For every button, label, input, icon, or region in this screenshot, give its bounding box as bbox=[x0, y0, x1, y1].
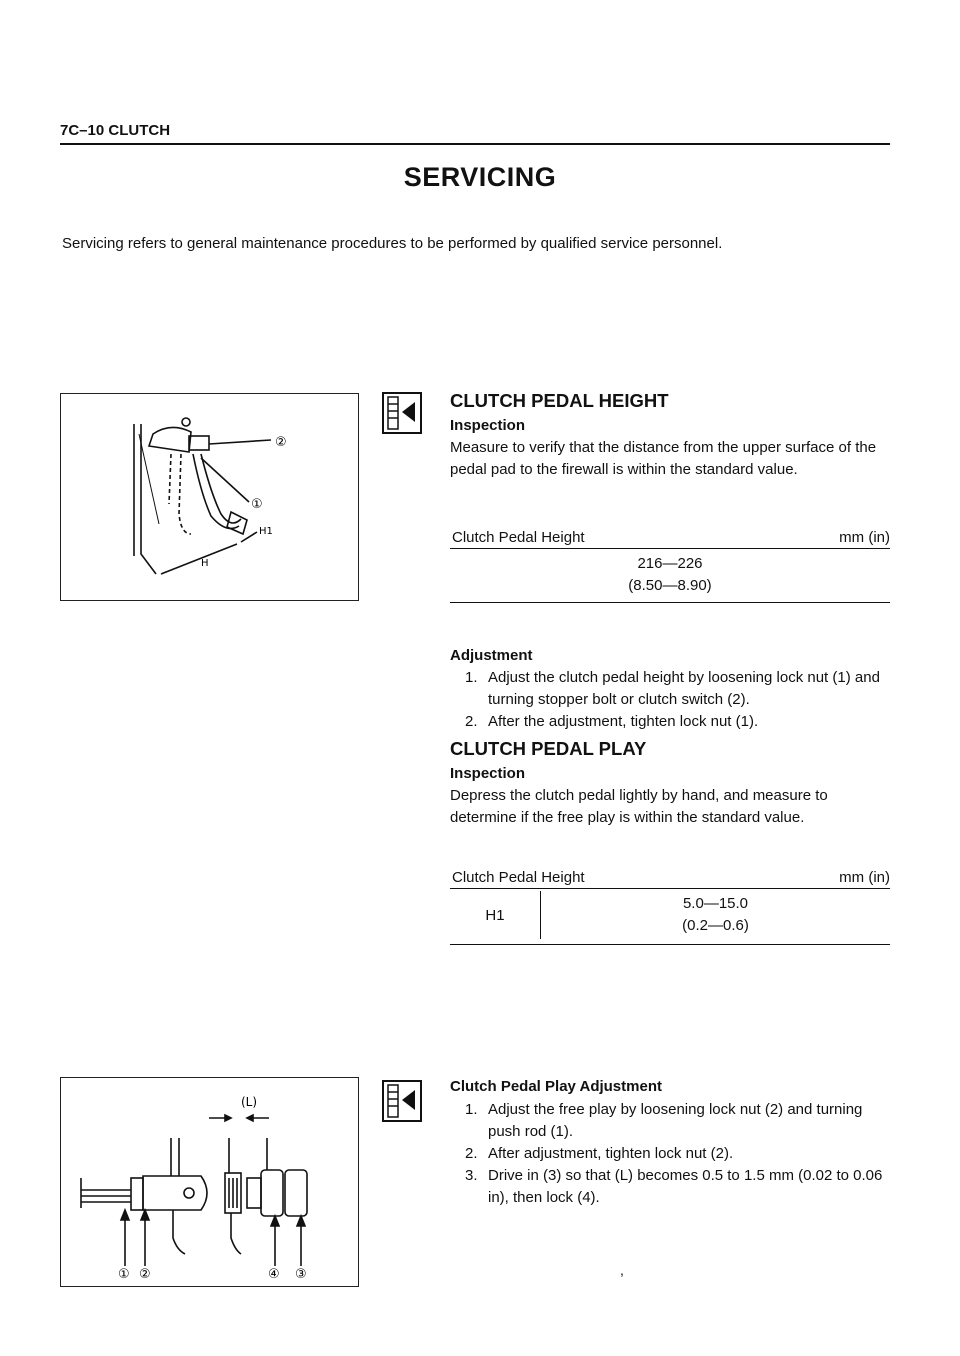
pivot-hole bbox=[182, 418, 190, 426]
pedal-play-inspection-text: Depress the clutch pedal lightly by hand, and measure to determine if the free play is within the standard value. bbox=[450, 787, 828, 826]
leader-2 bbox=[209, 440, 271, 444]
header-rule bbox=[60, 143, 890, 145]
spec-value-in: (8.50—8.90) bbox=[628, 577, 712, 594]
pedal-height-diagram bbox=[61, 394, 358, 600]
dim-h-line bbox=[161, 544, 237, 574]
pedal-play-title: CLUTCH PEDAL PLAY bbox=[450, 738, 647, 759]
list-item: 2. After adjustment, tighten lock nut (2). bbox=[465, 1145, 734, 1162]
push-rod-figure bbox=[60, 1077, 359, 1287]
dim-label-h1: H1 bbox=[259, 526, 273, 537]
pedal-height-spec-table bbox=[450, 529, 890, 603]
pedal-play-adjustment-heading: Clutch Pedal Play Adjustment bbox=[450, 1078, 662, 1095]
pedal-height-inspection-heading: Inspection bbox=[450, 417, 526, 434]
callout-3: ③ bbox=[295, 1267, 307, 1282]
spec-row-label: H1 bbox=[450, 891, 541, 939]
adjust-service-icon bbox=[382, 1080, 422, 1122]
pedal-bracket bbox=[149, 427, 191, 452]
page-title: SERVICING bbox=[403, 162, 557, 192]
pedal-height-adjustment-steps bbox=[450, 667, 890, 733]
list-item: 1. Adjust the clutch pedal height by loosening lock nut (1) and turning stopper bolt or clutch switch (2). bbox=[465, 669, 880, 708]
lock-nut-2 bbox=[131, 1178, 143, 1210]
spec-value-mm: 5.0—15.0 bbox=[682, 895, 749, 912]
spec-unit: mm (in) bbox=[839, 529, 890, 546]
stopper-bolt-part bbox=[189, 436, 209, 450]
dim-label-l: (L) bbox=[241, 1095, 258, 1109]
adjust-nut-3 bbox=[285, 1170, 307, 1216]
callout-2: ② bbox=[139, 1267, 151, 1282]
list-item: 1. Adjust the free play by loosening lock nut (2) and turning push rod (1). bbox=[465, 1101, 863, 1140]
pedal-height-figure bbox=[60, 393, 359, 601]
dim-label-h: H bbox=[201, 558, 209, 569]
pedal-height-title: CLUTCH PEDAL HEIGHT bbox=[450, 390, 669, 411]
pedal-play-adjustment-steps bbox=[450, 1099, 890, 1209]
bolt-shank bbox=[247, 1178, 261, 1208]
adjust-service-icon bbox=[382, 392, 422, 434]
list-item: 3. Drive in (3) so that (L) becomes 0.5 to 1.5 mm (0.02 to 0.06 in), then lock (4). bbox=[465, 1167, 883, 1206]
spec-value-mm: 216—226 bbox=[637, 555, 703, 572]
spec-label: Clutch Pedal Height bbox=[452, 529, 585, 546]
clevis bbox=[143, 1176, 207, 1210]
pedal-height-adjustment-heading: Adjustment bbox=[450, 647, 533, 664]
spec-label: Clutch Pedal Height bbox=[452, 869, 585, 886]
callout-1: ① bbox=[118, 1267, 130, 1282]
stray-mark: , bbox=[620, 1262, 624, 1278]
pedal-height-inspection-text: Measure to verify that the distance from the upper surface of the pedal pad to the firewall is within the standard value. bbox=[450, 439, 877, 478]
pedal-play-spec-table bbox=[450, 869, 890, 945]
intro-text: Servicing refers to general maintenance procedures to be performed by qualified service personnel. bbox=[62, 235, 723, 252]
spec-value-in: (0.2—0.6) bbox=[682, 917, 749, 934]
callout-4: ④ bbox=[268, 1267, 280, 1282]
list-item: 2. After the adjustment, tighten lock nut (1). bbox=[465, 713, 759, 730]
push-rod-diagram bbox=[61, 1078, 358, 1286]
pedal-play-inspection-heading: Inspection bbox=[450, 765, 526, 782]
spec-unit: mm (in) bbox=[839, 869, 890, 886]
callout-2: ② bbox=[275, 435, 287, 450]
section-header: 7C–10 CLUTCH bbox=[60, 122, 171, 139]
callout-1: ① bbox=[251, 497, 263, 512]
lock-nut-4 bbox=[261, 1170, 283, 1216]
